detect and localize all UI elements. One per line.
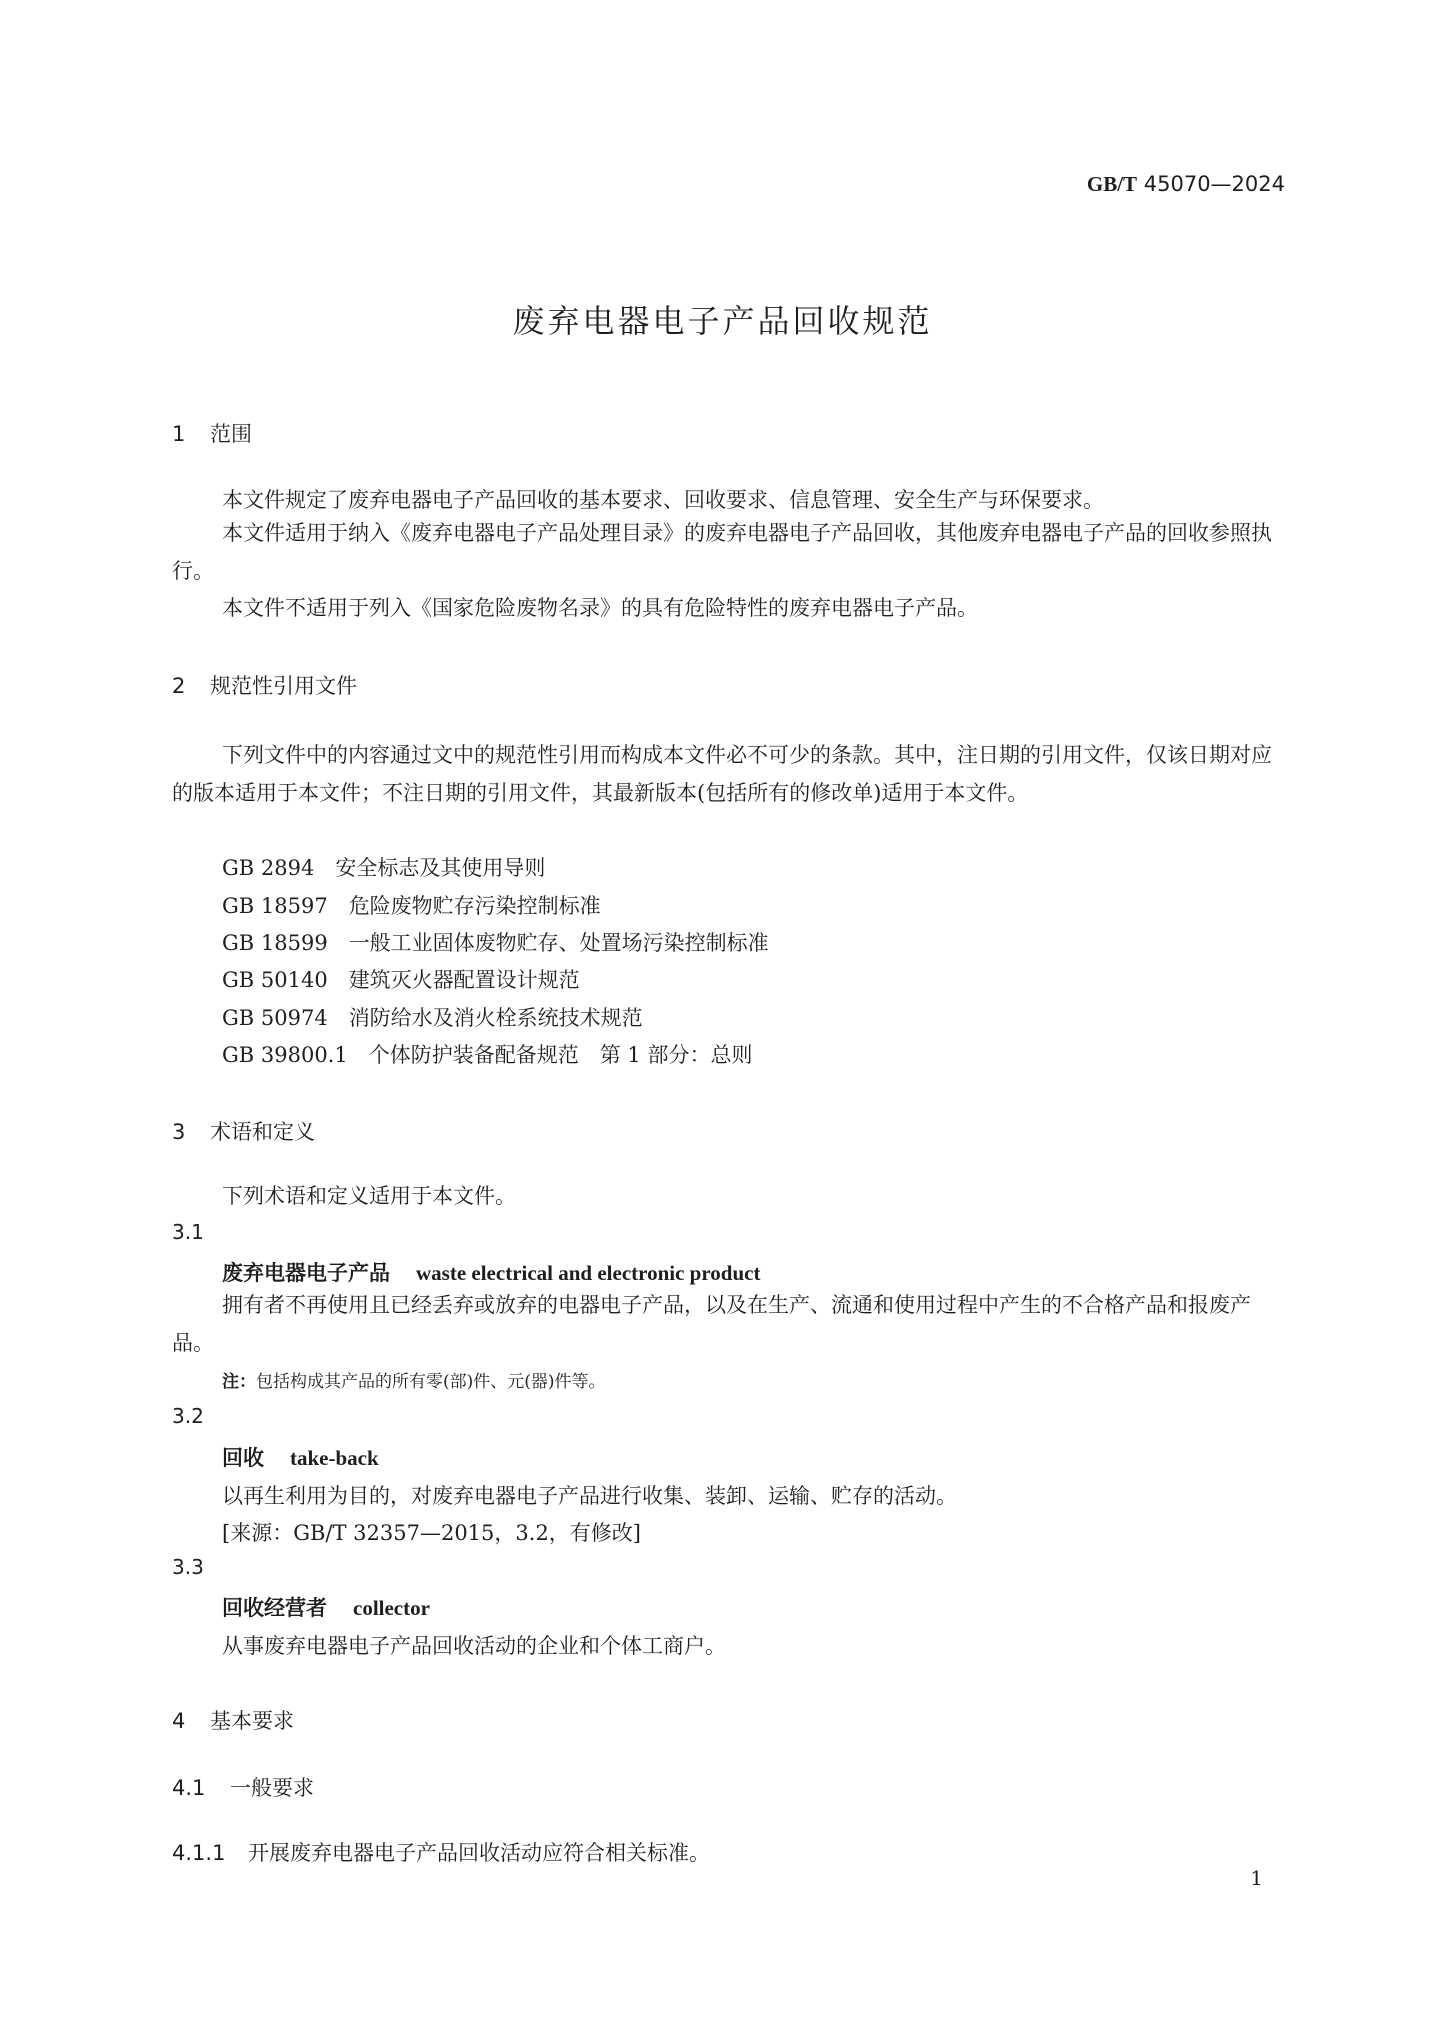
section-number: 1 <box>172 422 186 446</box>
reference-title: 建筑灭火器配置设计规范 <box>348 968 580 992</box>
term-english: waste electrical and electronic product <box>416 1261 761 1285</box>
term-entry <box>222 1592 430 1622</box>
section-1-heading <box>172 418 252 448</box>
terms-intro: 下列术语和定义适用于本文件。 <box>222 1184 516 1208</box>
term-number: 3.3 <box>172 1555 204 1579</box>
reference-code: GB 18597 <box>222 894 328 918</box>
term-chinese: 回收 <box>222 1446 264 1470</box>
reference-code: GB 39800.1 <box>222 1043 348 1067</box>
note-label: 注： <box>222 1372 256 1392</box>
reference-title: 消防给水及消火栓系统技术规范 <box>348 1006 643 1030</box>
term-english: collector <box>353 1596 430 1620</box>
reference-code: GB 50140 <box>222 968 328 992</box>
term-entry <box>222 1442 379 1472</box>
term-source: [来源：GB/T 32357—2015，3.2，有修改] <box>222 1521 641 1545</box>
scope-paragraph-2: 本文件适用于纳入《废弃电器电子产品处理目录》的废弃电器电子产品回收，其他废弃电器电子产品的回收参照执行。 <box>172 521 1272 583</box>
section-title: 范围 <box>210 422 252 446</box>
section-number: 4 <box>172 1709 186 1733</box>
term-number: 3.1 <box>172 1220 204 1244</box>
page-number: 1 <box>1250 1866 1263 1890</box>
reference-item <box>222 852 545 882</box>
reference-code: GB 50974 <box>222 1006 328 1030</box>
subsection-title: 一般要求 <box>230 1776 314 1800</box>
standard-number-value: 45070—2024 <box>1143 172 1285 196</box>
section-title: 术语和定义 <box>210 1120 315 1144</box>
reference-item <box>222 964 580 994</box>
term-english: take-back <box>290 1446 379 1470</box>
subsection-4-1-heading <box>172 1772 314 1802</box>
reference-title: 安全标志及其使用导则 <box>335 856 546 880</box>
section-4-heading <box>172 1705 294 1735</box>
reference-title: 个体防护装备配备规范 第 1 部分：总则 <box>368 1043 753 1067</box>
reference-item <box>222 1002 643 1032</box>
term-definition: 以再生利用为目的，对废弃电器电子产品进行收集、装卸、运输、贮存的活动。 <box>222 1484 957 1508</box>
standard-prefix: GB/T <box>1086 172 1138 196</box>
reference-title: 一般工业固体废物贮存、处置场污染控制标准 <box>348 931 769 955</box>
term-note <box>222 1367 606 1392</box>
term-chinese: 回收经营者 <box>222 1596 327 1620</box>
standard-number <box>1087 172 1285 197</box>
normative-references-intro: 下列文件中的内容通过文中的规范性引用而构成本文件必不可少的条款。其中，注日期的引用文件，仅该日期对应的版本适用于本文件；不注日期的引用文件，其最新版本(包括所有的修改单)适用于本文件。 <box>172 743 1272 805</box>
term-number: 3.2 <box>172 1404 204 1428</box>
section-number: 2 <box>172 674 186 698</box>
reference-item <box>222 890 601 920</box>
term-definition: 从事废弃电器电子产品回收活动的企业和个体工商户。 <box>222 1634 726 1658</box>
clause-text: 开展废弃电器电子产品回收活动应符合相关标准。 <box>248 1841 710 1865</box>
reference-item <box>222 1039 752 1069</box>
section-3-heading <box>172 1116 315 1146</box>
term-chinese: 废弃电器电子产品 <box>222 1261 390 1285</box>
term-entry <box>222 1257 760 1287</box>
reference-code: GB 18599 <box>222 931 328 955</box>
section-title: 基本要求 <box>210 1709 294 1733</box>
scope-paragraph-3: 本文件不适用于列入《国家危险废物名录》的具有危险特性的废弃电器电子产品。 <box>222 596 978 620</box>
clause-number: 4.1.1 <box>172 1841 226 1865</box>
section-number: 3 <box>172 1120 186 1144</box>
section-2-heading <box>172 670 357 700</box>
reference-item <box>222 927 769 957</box>
section-title: 规范性引用文件 <box>210 674 357 698</box>
reference-title: 危险废物贮存污染控制标准 <box>348 894 601 918</box>
scope-paragraph-1: 本文件规定了废弃电器电子产品回收的基本要求、回收要求、信息管理、安全生产与环保要求。 <box>222 488 1104 512</box>
clause-4-1-1 <box>172 1837 710 1867</box>
document-title: 废弃电器电子产品回收规范 <box>512 302 933 340</box>
note-text: 包括构成其产品的所有零(部)件、元(器)件等。 <box>256 1372 606 1392</box>
term-definition: 拥有者不再使用且已经丢弃或放弃的电器电子产品，以及在生产、流通和使用过程中产生的不合格产品和报废产品。 <box>172 1293 1251 1355</box>
reference-code: GB 2894 <box>222 856 315 880</box>
subsection-number: 4.1 <box>172 1776 206 1800</box>
